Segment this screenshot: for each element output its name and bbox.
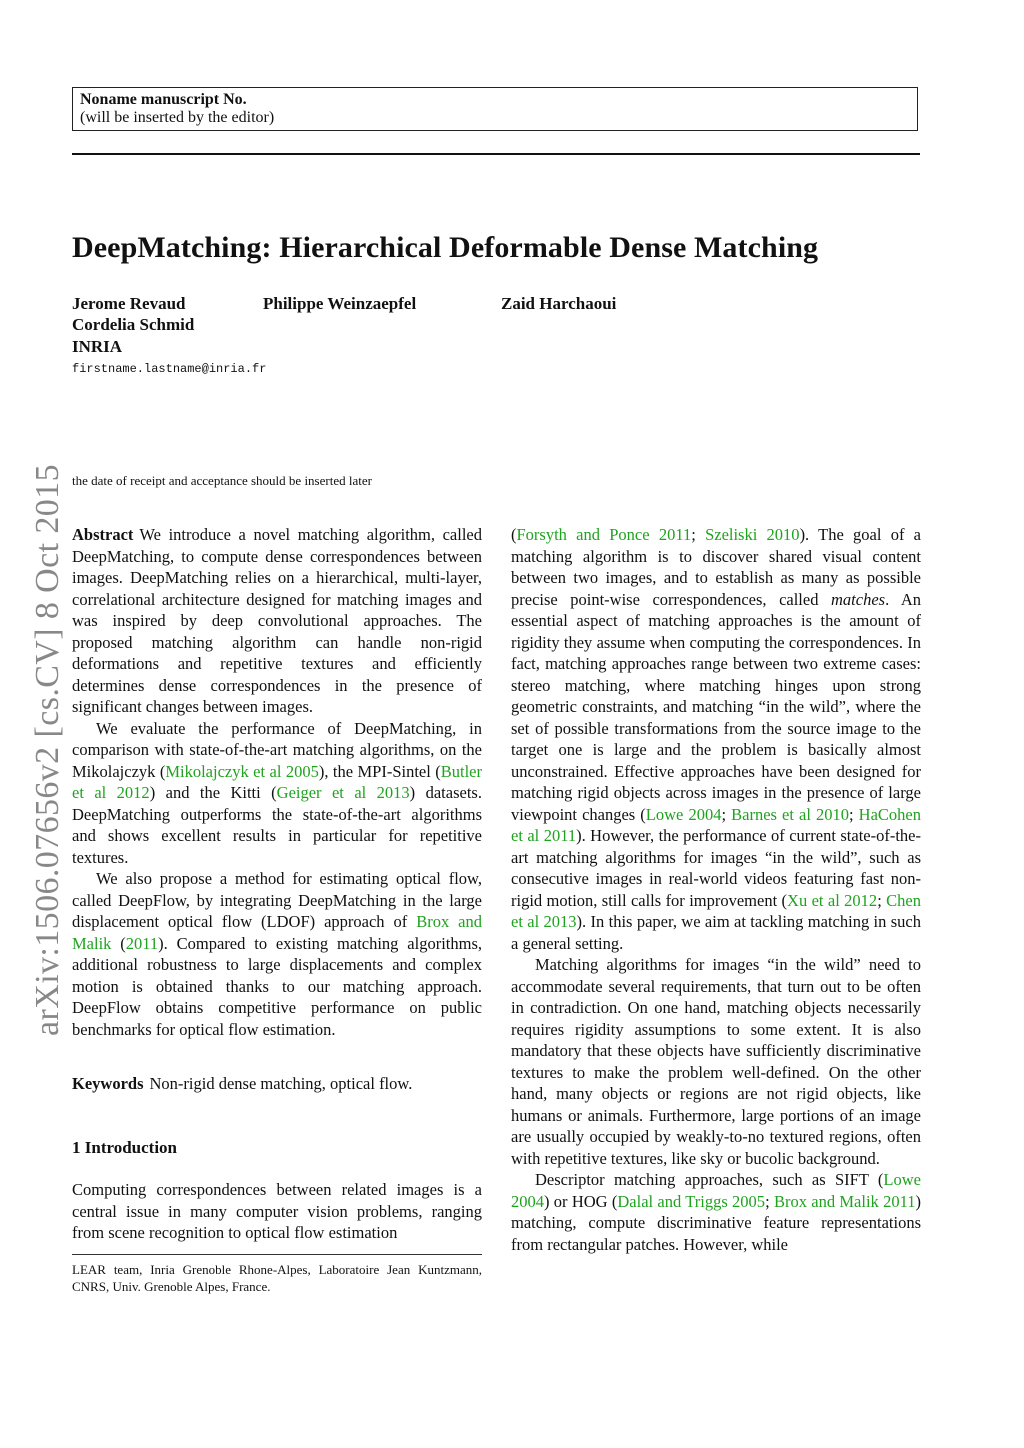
right-column [511, 524, 921, 1255]
abstract-text: We also propose a method for estimating optical flow, called DeepFlow, by integrating DeepMatching in the large displacement optical flow (LDOF) approach of [72, 869, 482, 931]
citation-link[interactable]: Mikolajczyk et al 2005 [165, 761, 319, 781]
body-text: ). The goal of a matching algorithm is to discover shared visual content between two images, and to establish as many as possible precise point-wise correspondences, called [511, 525, 922, 609]
body-text: ; [765, 1191, 774, 1211]
manuscript-label: Noname manuscript No. [80, 91, 247, 108]
keywords-text: Non-rigid dense matching, optical flow. [149, 1074, 413, 1093]
author-1: Jerome Revaud [72, 294, 186, 313]
body-text: ; [877, 890, 887, 910]
citation-link[interactable]: Barnes et al 2010 [731, 804, 849, 824]
citation-link[interactable]: Lowe 2004 [511, 1170, 921, 1211]
abstract-text: ). Compared to existing matching algorithms, additional robustness to large displacements and complex motion is obtained thanks to our matching approach. DeepFlow obtains competitive performance on public benchmarks for optical flow estimation. [72, 933, 482, 1039]
author-2: Philippe Weinzaepfel [263, 294, 417, 313]
intro-paragraph-continued [511, 524, 921, 954]
author-3: Zaid Harchaoui [501, 294, 617, 313]
header-rule [72, 153, 920, 155]
body-text: ). However, the performance of current state-of-the-art matching algorithms for images “in the wild”, such as consecutive images in real-world videos featuring fast non-rigid motion, still calls for improvement ( [511, 826, 921, 910]
body-text: Descriptor matching approaches, such as SIFT ( [535, 1170, 884, 1189]
date-note: the date of receipt and acceptance should be inserted later [72, 473, 372, 488]
affiliation-footnote: LEAR team, Inria Grenoble Rhone-Alpes, Laboratoire Jean Kuntzmann, CNRS, Univ. Grenoble Alpes, France. [72, 1262, 482, 1294]
citation-link[interactable]: Dalal and Triggs 2005 [617, 1191, 766, 1211]
arxiv-stamp: arXiv:1506.07656v2 [cs.CV] 8 Oct 2015 [29, 464, 66, 1036]
paper-title: DeepMatching: Hierarchical Deformable Dense Matching [72, 231, 819, 264]
body-text: ( [511, 525, 517, 544]
citation-link[interactable]: Butler et al 2012 [72, 761, 482, 802]
intro-paragraph-3 [511, 1169, 921, 1255]
abstract-paragraph-3 [72, 868, 482, 1040]
body-text: ) or HOG ( [544, 1191, 618, 1211]
footnote-rule [72, 1254, 482, 1255]
abstract-text: ) datasets. DeepMatching outperforms the state-of-the-art algorithms and shows excellent results in particular for repetitive textures. [72, 783, 482, 867]
body-text: ; [849, 804, 859, 824]
keywords [72, 1073, 482, 1095]
body-text: ; [691, 525, 706, 544]
affiliation: INRIA [72, 337, 123, 356]
introduction-paragraph: Computing correspondences between related images is a central issue in many computer vision problems, ranging from scene recognition to optical flow estimation [72, 1180, 482, 1242]
section-heading-introduction: 1 Introduction [72, 1138, 178, 1157]
abstract-text: We evaluate the performance of DeepMatching, in comparison with state-of-the-art matching algorithms, on the Mikolajczyk ( [72, 718, 482, 781]
citation-link[interactable]: 2011 [125, 933, 159, 953]
citation-link[interactable]: Forsyth and Ponce 2011 [516, 525, 692, 544]
author-4: Cordelia Schmid [72, 315, 195, 334]
abstract [72, 524, 482, 1040]
body-text: ; [721, 804, 732, 824]
citation-link[interactable]: Xu et al 2012 [787, 890, 878, 910]
citation-link[interactable]: Brox and Malik [72, 912, 482, 953]
abstract-paragraph-2 [72, 718, 482, 869]
citation-link[interactable]: Chen et al 2013 [511, 890, 921, 931]
abstract-heading: Abstract [72, 525, 134, 544]
abstract-text-1: We introduce a novel matching algorithm, called DeepMatching, to compute dense correspondences between images. DeepMatching relies on a hierarchical, multi-layer, correlational architecture designed for matching images and was inspired by deep convolutional approaches. The proposed matching algorithm can handle non-rigid deformations and repetitive textures and efficiently determines dense correspondences in the presence of significant changes between images. [72, 525, 482, 716]
emphasis-matches: matches [831, 589, 886, 609]
citation-link[interactable]: Szeliski 2010 [705, 525, 800, 544]
manuscript-box [72, 87, 918, 131]
body-text: . An essential aspect of matching approaches is the amount of rigidity they assume when computing the correspondences. In fact, matching approaches range between two extreme cases: stereo matching, where matching hinges upon strong geometric constraints, and matching “in the wild”, where the set of possible transformations from the source image to the target one is large and the problem is basically almost unconstrained. Effective approaches have been designed for matching rigid objects across images in the presence of large viewpoint changes ( [511, 589, 921, 824]
citation-link[interactable]: Lowe 2004 [645, 804, 722, 824]
body-text: ) matching, compute discriminative feature representations from rectangular patches. However, while [511, 1191, 921, 1254]
keywords-heading: Keywords [72, 1074, 144, 1093]
abstract-paragraph-1 [72, 524, 482, 718]
intro-paragraph-2: Matching algorithms for images “in the wild” need to accommodate several requirements, that turn out to be often in contradiction. On one hand, matching objects necessarily requires rigidity assumptions to some extent. It is also mandatory that these objects have sufficiently discriminative textures to make the problem well-defined. On the other hand, many objects or regions are not rigid objects, like humans or animals. Furthermore, large portions of an image are usually occupied by weakly-to-no textured regions, often with repetitive textures, like sky or bucolic background. [511, 955, 921, 1168]
abstract-text: ) and the Kitti ( [149, 783, 277, 802]
citation-link[interactable]: Geiger et al 2013 [276, 783, 410, 802]
abstract-text: ), the MPI-Sintel ( [318, 761, 441, 781]
author-email: firstname.lastname@inria.fr [72, 362, 267, 376]
citation-link[interactable]: Brox and Malik 2011 [773, 1191, 916, 1211]
citation-link[interactable]: HaCohen et al 2011 [511, 804, 921, 845]
manuscript-note: (will be inserted by the editor) [80, 109, 275, 126]
abstract-text: ( [111, 933, 126, 953]
body-text: ). In this paper, we aim at tackling matching in such a general setting. [511, 912, 921, 953]
